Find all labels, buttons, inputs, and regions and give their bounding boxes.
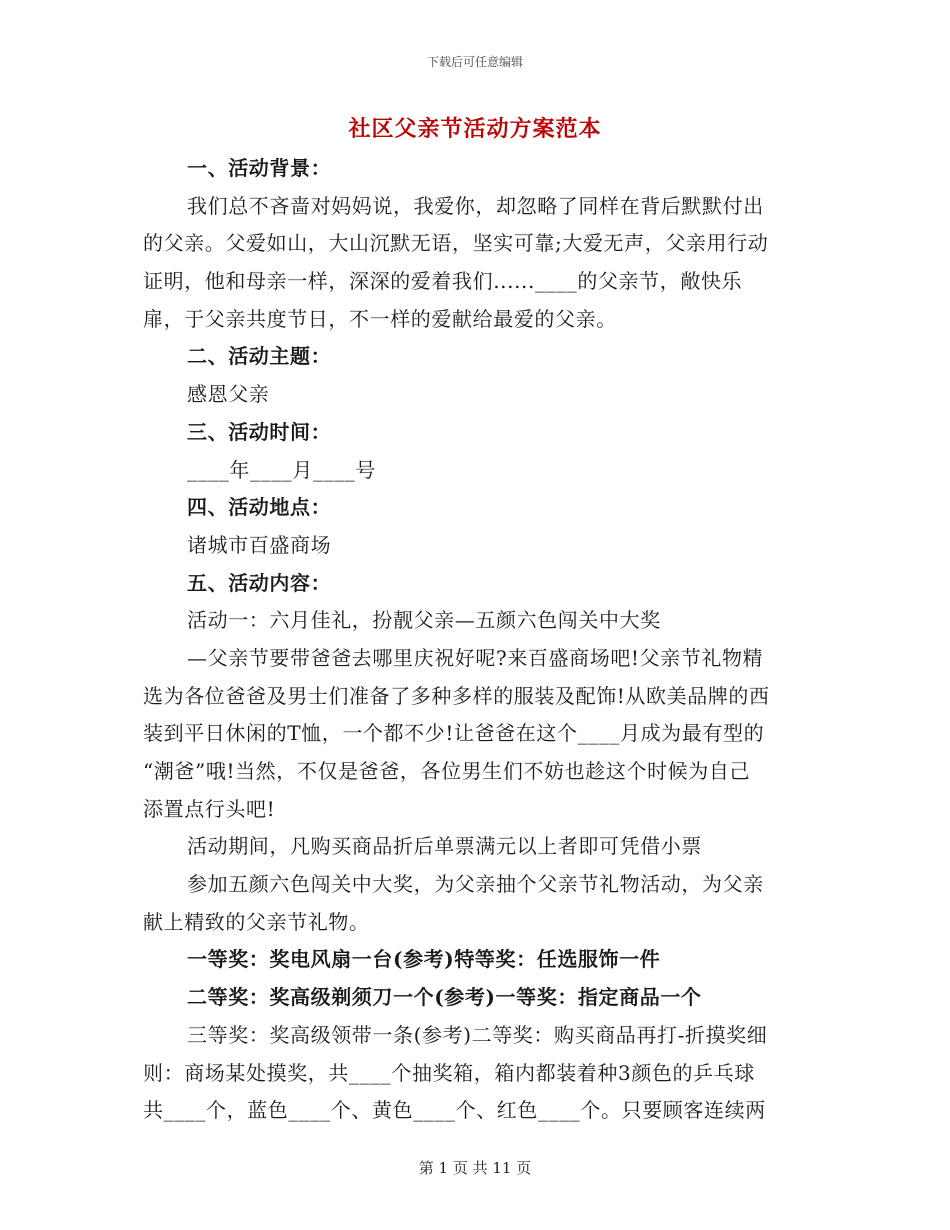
paragraph-line: 共____个，蓝色____个、黄色____个、红色____个。只要顾客连续两 (143, 1098, 766, 1123)
section-heading-theme: 二、活动主题： (187, 344, 332, 369)
paragraph-line: 献上精致的父亲节礼物。 (143, 909, 370, 934)
paragraph-line: 则：商场某处摸奖，共____个抽奖箱，箱内都装着种3颜色的乒乓球 (143, 1060, 755, 1085)
paragraph-line: 装到平日休闲的T恤，一个都不少!让爸爸在这个____月成为最有型的 (143, 721, 765, 746)
document-body (143, 150, 805, 1130)
paragraph-line: 活动一：六月佳礼，扮靓父亲—五颜六色闯关中大奖 (187, 608, 661, 633)
page-number: 第 1 页 共 11 页 (418, 1159, 532, 1177)
paragraph-line: 扉，于父亲共度节日，不一样的爱献给最爱的父亲。 (143, 306, 617, 331)
paragraph-line: 我们总不吝啬对妈妈说，我爱你，却忽略了同样在背后默默付出 (187, 193, 764, 218)
document-title: 社区父亲节活动方案范本 (348, 116, 602, 142)
header-note: 下载后可任意编辑 (426, 55, 523, 69)
paragraph-line: 三等奖：奖高级领带一条(参考)二等奖：购买商品再打-折摸奖细 (187, 1022, 768, 1047)
paragraph-line: 诸城市百盛商场 (187, 532, 332, 557)
paragraph-line: 感恩父亲 (187, 382, 270, 407)
paragraph-line: 参加五颜六色闯关中大奖，为父亲抽个父亲节礼物活动，为父亲 (187, 872, 764, 897)
paragraph-line: “潮爸”哦!当然，不仅是爸爸，各位男生们不妨也趁这个时候为自己 (143, 759, 751, 783)
section-heading-time: 三、活动时间： (187, 419, 332, 444)
paragraph-line: 活动期间，凡购买商品折后单票满元以上者即可凭借小票 (187, 834, 702, 859)
section-heading-content: 五、活动内容： (187, 570, 332, 595)
paragraph-line: 添置点行头吧! (143, 796, 276, 821)
paragraph-line: ____年____月____号 (187, 457, 376, 482)
paragraph-line: 选为各位爸爸及男士们准备了多种多样的服装及配饰!从欧美品牌的西 (143, 683, 770, 708)
section-heading-background: 一、活动背景： (187, 156, 332, 180)
paragraph-line: 的父亲。父爱如山，大山沉默无语，坚实可靠;大爱无声，父亲用行动 (143, 231, 769, 256)
paragraph-line: —父亲节要带爸爸去哪里庆祝好呢?来百盛商场吧!父亲节礼物精 (187, 645, 764, 670)
prize-line-second: 二等奖：奖高级剃须刀一个(参考)一等奖：指定商品一个 (187, 985, 702, 1010)
section-heading-location: 四、活动地点： (187, 495, 332, 520)
prize-line-first: 一等奖：奖电风扇一台(参考)特等奖：任选服饰一件 (187, 947, 661, 972)
paragraph-line: 证明，他和母亲一样，深深的爱着我们......____的父亲节，敞快乐 (143, 269, 743, 294)
